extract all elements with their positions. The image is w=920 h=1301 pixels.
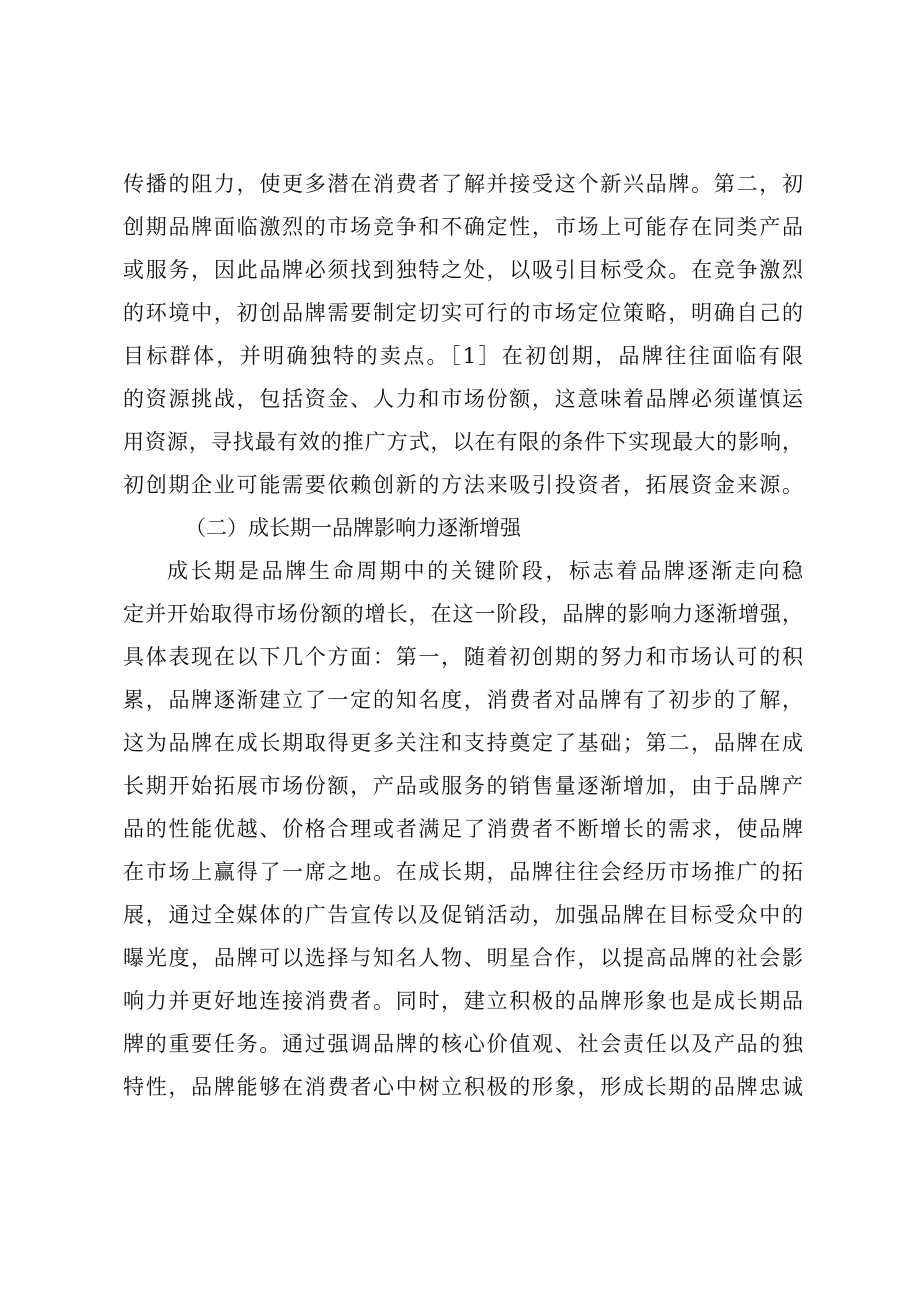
paragraph-line: 牌的重要任务。通过强调品牌的核心价值观、社会责任以及产品的独 [123, 1032, 803, 1056]
section-heading: （二）成长期一品牌影响力逐渐增强 [185, 516, 521, 540]
paragraph-line: 目标群体，并明确独特的卖点。［1］在初创期，品牌往往面临有限 [123, 344, 803, 368]
paragraph-line: 展，通过全媒体的广告宣传以及促销活动，加强品牌在目标受众中的 [123, 903, 803, 927]
paragraph-line: 长期开始拓展市场份额，产品或服务的销售量逐渐增加，由于品牌产 [123, 774, 803, 798]
paragraph-line: 累，品牌逐渐建立了一定的知名度，消费者对品牌有了初步的了解， [123, 688, 803, 712]
paragraph-line: 用资源，寻找最有效的推广方式，以在有限的条件下实现最大的影响， [123, 430, 803, 454]
paragraph-line: 曝光度，品牌可以选择与知名人物、明星合作，以提高品牌的社会影 [123, 946, 803, 970]
paragraph-line: 或服务，因此品牌必须找到独特之处，以吸引目标受众。在竞争激烈 [123, 258, 803, 282]
paragraph-line: 初创期企业可能需要依赖创新的方法来吸引投资者，拓展资金来源。 [123, 473, 803, 497]
paragraph-line: 响力并更好地连接消费者。同时，建立积极的品牌形象也是成长期品 [123, 989, 803, 1013]
paragraph-line: 创期品牌面临激烈的市场竞争和不确定性，市场上可能存在同类产品 [123, 215, 803, 239]
paragraph-line: 传播的阻力，使更多潜在消费者了解并接受这个新兴品牌。第二，初 [123, 172, 803, 196]
paragraph-line: 这为品牌在成长期取得更多关注和支持奠定了基础；第二，品牌在成 [123, 731, 803, 755]
paragraph-line: 品的性能优越、价格合理或者满足了消费者不断增长的需求，使品牌 [123, 817, 803, 841]
paragraph-line: 定并开始取得市场份额的增长，在这一阶段，品牌的影响力逐渐增强， [123, 602, 803, 626]
paragraph-line: 成长期是品牌生命周期中的关键阶段，标志着品牌逐渐走向稳 [167, 559, 803, 583]
paragraph-line: 具体表现在以下几个方面：第一，随着初创期的努力和市场认可的积 [123, 645, 803, 669]
paragraph-line: 的环境中，初创品牌需要制定切实可行的市场定位策略，明确自己的 [123, 301, 803, 325]
paragraph-line: 在市场上赢得了一席之地。在成长期，品牌往往会经历市场推广的拓 [123, 860, 803, 884]
paragraph-line: 的资源挑战，包括资金、人力和市场份额，这意味着品牌必须谨慎运 [123, 387, 803, 411]
paragraph-line: 特性，品牌能够在消费者心中树立积极的形象，形成长期的品牌忠诚 [123, 1075, 803, 1099]
